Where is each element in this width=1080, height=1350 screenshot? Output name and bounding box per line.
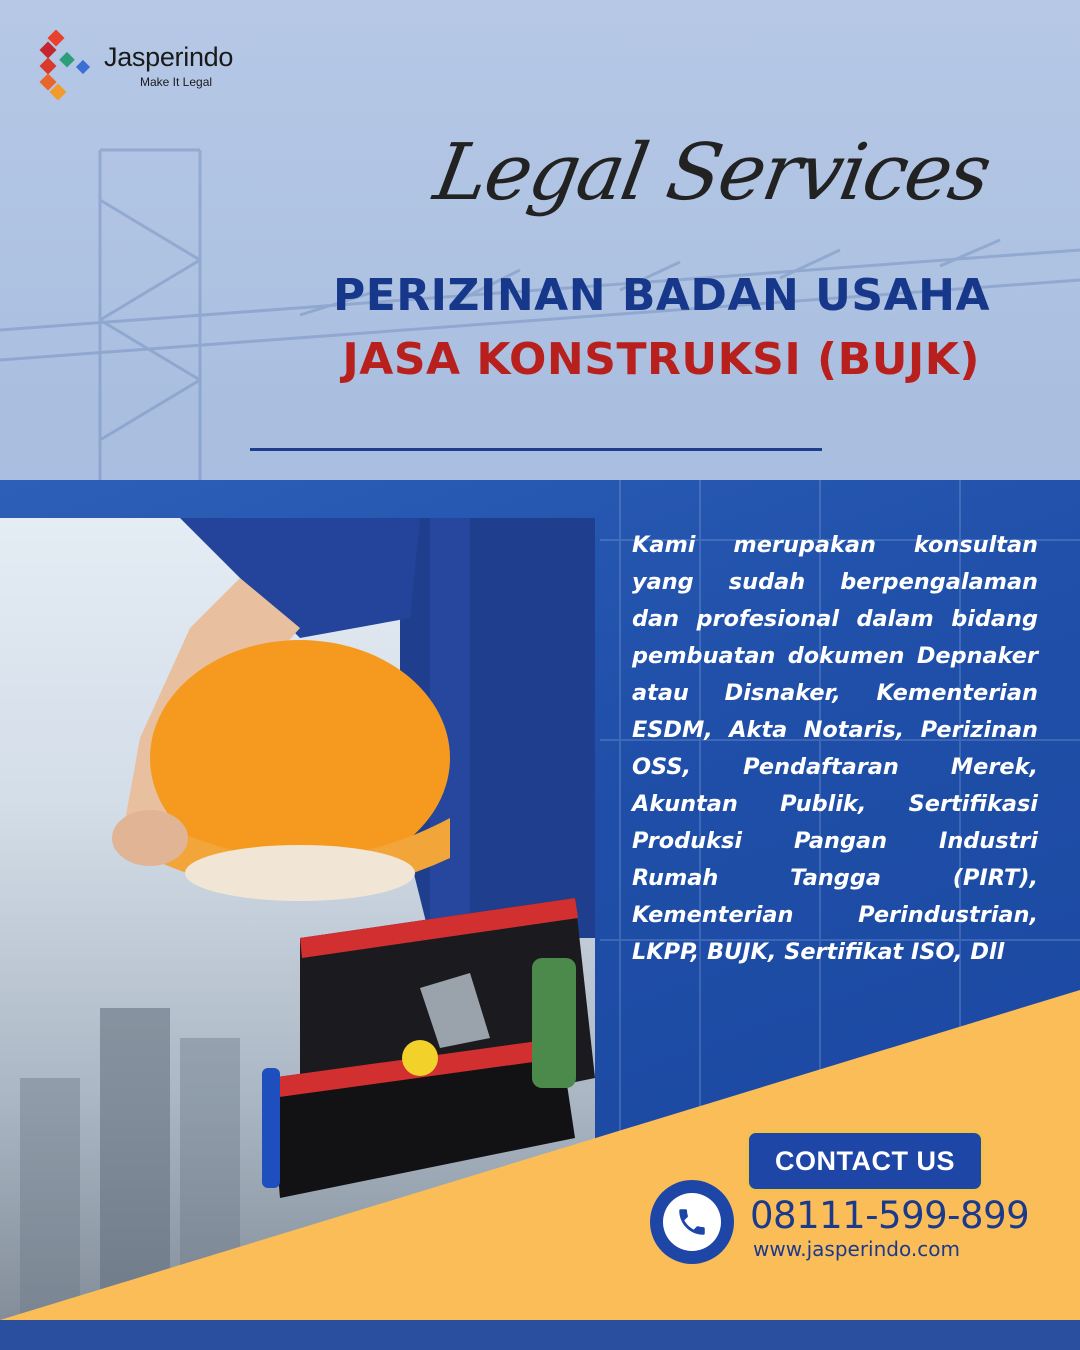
- company-description: Kami merupakan konsultan yang sudah berpengalaman dan profesional dalam bidang pembuatan dokumen Depnaker atau Disnaker, Kementerian ESDM, Akta Notaris, Perizinan OSS, Pendaftaran Merek, Akuntan Publik, Sertifikasi Produksi Pangan Industri Rumah Tangga (PIRT), Kementerian Perindustrian, LKPP, BUJK, Sertifikat ISO, Dll: [632, 532, 1038, 965]
- phone-number[interactable]: 08111-599-899: [750, 1194, 1030, 1237]
- title-line-1: PERIZINAN BADAN USAHA: [332, 270, 990, 321]
- phone-glyph-icon: [675, 1205, 709, 1239]
- script-title: Legal Services: [428, 128, 996, 218]
- brand-name: Jasperindo: [104, 41, 234, 72]
- title-line-2: JASA KONSTRUKSI (BUJK): [342, 334, 980, 385]
- contact-us-button[interactable]: CONTACT US: [746, 1130, 984, 1192]
- website-link[interactable]: www.jasperindo.com: [753, 1237, 960, 1261]
- brand-tagline: Make It Legal: [140, 74, 213, 89]
- phone-icon[interactable]: [650, 1180, 734, 1264]
